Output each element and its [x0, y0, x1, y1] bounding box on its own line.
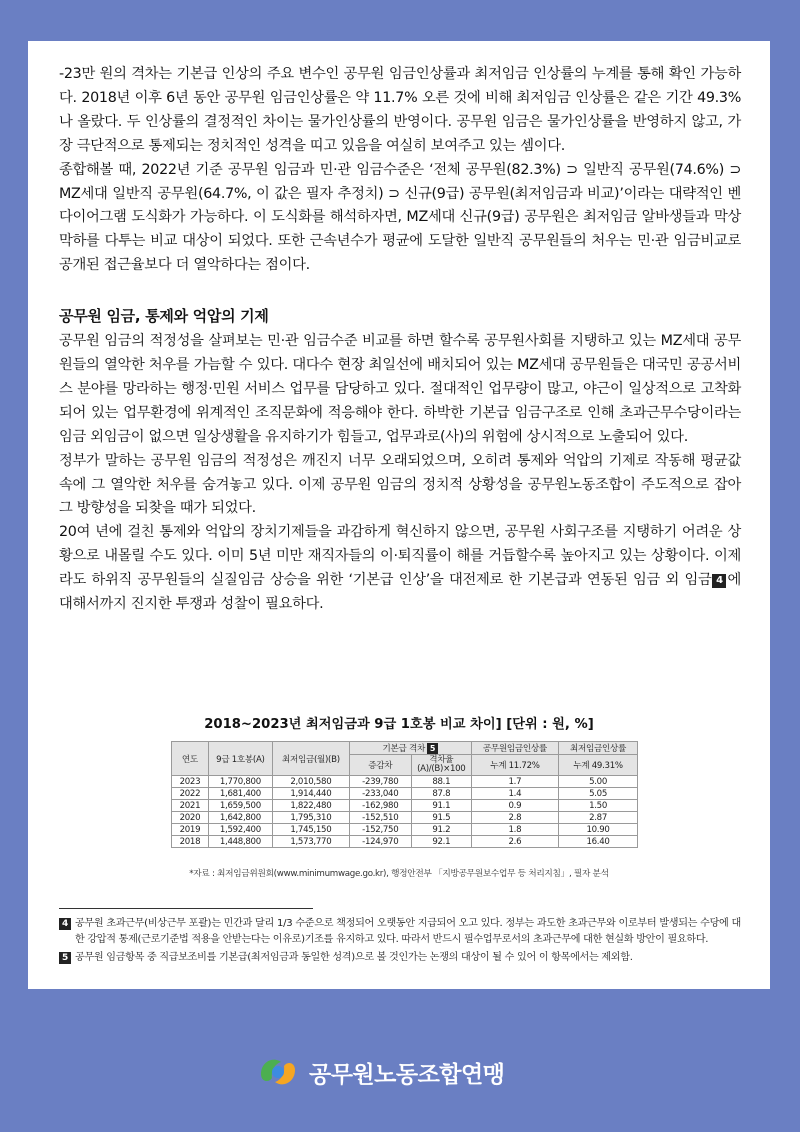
table-cell: 0.9: [471, 800, 558, 812]
table-cell: -124,970: [349, 836, 411, 848]
table-cell: 5.05: [559, 788, 638, 800]
col-header-minwage: 최저임금(월)(B): [272, 742, 349, 776]
table-cell: 2022: [172, 788, 209, 800]
footnote-4: [59, 916, 741, 948]
gap-group-label: 기본급 격차: [382, 744, 425, 754]
brand-footer: [255, 1050, 504, 1094]
table-cell: 91.5: [411, 812, 471, 824]
table-cell: 5.00: [559, 776, 638, 788]
paragraph: [59, 521, 741, 617]
table-body: [172, 776, 638, 848]
table-row: [172, 800, 638, 812]
footnote-5: [59, 950, 741, 966]
table-row: [172, 776, 638, 788]
wage-comparison-table: [171, 741, 638, 848]
footnote-ref-5[interactable]: 5: [427, 743, 438, 754]
table-cell: 1,745,150: [272, 824, 349, 836]
col-header-year: 연도: [172, 742, 209, 776]
table-cell: 2.87: [559, 812, 638, 824]
col-header-min-total: 누계 49.31%: [559, 755, 638, 776]
section-title: 공무원 임금, 통제와 억압의 기제: [59, 307, 269, 326]
paragraph-text: 에 대해서까지 진지한 투쟁과 성찰이 필요하다.: [59, 572, 741, 613]
table-cell: 2,010,580: [272, 776, 349, 788]
table-cell: 1,795,310: [272, 812, 349, 824]
paragraph-text: 20여 년에 걸친 통제와 억압의 장치기제들을 과감하게 혁신하지 않으면, 공무원 사회구조를 지탱하기 어려운 상황으로 내몰릴 수도 있다. 이미 5년 미만 재직자들의 이·퇴직률이 해를 거듭할수록 높아지고 있는 상황이다. 이제라도 하위직 공무원들의 실질임금 상승을 위한 ‘기본급 인상’을 대전제로 한 기본급과 연동된 임금 외 임금: [59, 524, 741, 589]
table-cell: 1,770,800: [208, 776, 272, 788]
col-header-min-rate: 최저임금인상률: [559, 742, 638, 755]
article-body: [59, 63, 741, 617]
table-row: [172, 836, 638, 848]
document-page: [28, 41, 770, 989]
table-cell: -152,510: [349, 812, 411, 824]
footnote-ref-4[interactable]: 4: [712, 574, 726, 588]
footnote-divider: [59, 908, 313, 909]
table-cell: -152,750: [349, 824, 411, 836]
table-cell: 1.50: [559, 800, 638, 812]
col-header-civil-rate: 공무원임금인상률: [471, 742, 558, 755]
table-cell: 2023: [172, 776, 209, 788]
table-cell: 2.8: [471, 812, 558, 824]
table-cell: 91.2: [411, 824, 471, 836]
table-cell: 1.8: [471, 824, 558, 836]
table-title: 2018~2023년 최저임금과 9급 1호봉 비교 차이] [단위 : 원, %]: [204, 717, 594, 732]
table-cell: -233,040: [349, 788, 411, 800]
table-cell: 2020: [172, 812, 209, 824]
brand-name: 공무원노동조합연맹: [309, 1061, 505, 1088]
table-cell: 1.7: [471, 776, 558, 788]
col-header-diff: 증감차: [349, 755, 411, 776]
table-cell: 91.1: [411, 800, 471, 812]
col-header-grade9: 9급 1호봉(A): [208, 742, 272, 776]
table-source: *자료 : 최저임금위원회(www.minimumwage.go.kr), 행정안전부 「지방공무원보수업무 등 처리지침」, 필자 분석: [189, 869, 609, 879]
table-cell: 16.40: [559, 836, 638, 848]
table-cell: 1,592,400: [208, 824, 272, 836]
table-cell: 1,822,480: [272, 800, 349, 812]
union-logo-icon: [255, 1052, 301, 1092]
footnote-number: 5: [59, 952, 71, 964]
table-row: [172, 824, 638, 836]
table-cell: 1,448,800: [208, 836, 272, 848]
table-cell: 1,642,800: [208, 812, 272, 824]
paragraph: 공무원 임금의 적정성을 살펴보는 민·관 임금수준 비교를 하면 할수록 공무원사회를 지탱하고 있는 MZ세대 공무원들의 열악한 처우를 가늠할 수 있다. 대다수 현장 최일선에 배치되어 있는 MZ세대 공무원들은 대국민 공공서비스 분야를 망라하는 행정·민원 서비스 업무를 담당하고 있다. 절대적인 업무량이 많고, 야근이 일상적으로 고착화 되어 있는 업무환경에 위계적인 조직문화에 적응해야 한다. 하박한 기본급 임금구조로 인해 초과근무수당이라는 임금 외임금이 없으면 일상생활을 유지하기가 힘들고, 업무과로(사)의 위험에 상시적으로 노출되어 있다.: [59, 333, 741, 445]
footnote-text: 공무원 초과근무(비상근무 포괄)는 민간과 달리 1/3 수준으로 책정되어 오랫동안 지급되어 오고 있다. 정부는 과도한 초과근무와 이로부터 발생되는 수당에 대한 강압적 통제(근로기준법 적용을 안받는다는 이유로)기조를 유지하고 있다. 따라서 반드시 필수업무로서의 초과근무에 대한 현실화 방안이 필요하다.: [75, 918, 741, 946]
table-cell: 87.8: [411, 788, 471, 800]
table-cell: 1,914,440: [272, 788, 349, 800]
table-cell: 88.1: [411, 776, 471, 788]
paragraph: 종합해볼 때, 2022년 기준 공무원 임금과 민·관 임금수준은 ‘전체 공무원(82.3%) ⊃ 일반직 공무원(74.6%) ⊃ MZ세대 일반직 공무원(64.7%, 이 값은 필자 추정치) ⊃ 신규(9급) 공무원(최저임금과 비교)’이라는 대략적인 벤다이어그램 도식화가 가능하다. 이 도식화를 해석하자면, MZ세대 신규(9급) 공무원은 최저임금 알바생들과 막상막하를 다투는 비교 대상이 되었다. 또한 근속년수가 평균에 도달한 일반직 공무원들의 처우는 민·관 임금비교로 공개된 접근율보다 더 열악하다는 점이다.: [59, 161, 741, 274]
ratio-label: 격차율: [429, 755, 454, 765]
footnote-text: 공무원 임금항목 중 직급보조비를 기본급(최저임금과 동일한 성격)으로 볼 것인가는 논쟁의 대상이 될 수 있어 이 항목에서는 제외함.: [75, 952, 633, 964]
table-cell: 2021: [172, 800, 209, 812]
footnotes: [59, 916, 741, 969]
table-cell: 1,659,500: [208, 800, 272, 812]
table-cell: 2.6: [471, 836, 558, 848]
table-cell: 1,681,400: [208, 788, 272, 800]
footnote-number: 4: [59, 918, 71, 930]
col-header-gap-group: [349, 742, 471, 755]
table-cell: 2018: [172, 836, 209, 848]
table-cell: 1,573,770: [272, 836, 349, 848]
col-header-civil-total: 누계 11.72%: [471, 755, 558, 776]
paragraph: -23만 원의 격차는 기본급 인상의 주요 변수인 공무원 임금인상률과 최저임금 인상률의 누계를 통해 확인 가능하다. 2018년 이후 6년 동안 공무원 임금인상률은 약 11.7% 오른 것에 비해 최저임금 인상률은 같은 기간 49.3%나 올랐다. 두 인상률의 결정적인 차이는 물가인상률의 반영이다. 공무원 임금은 물가인상률을 반영하지 않고, 가장 극단적으로 통제되는 정치적인 성격을 띠고 있음을 여실히 보여주고 있는 셈이다.: [59, 66, 741, 154]
table-cell: 10.90: [559, 824, 638, 836]
table-cell: -162,980: [349, 800, 411, 812]
table-cell: 92.1: [411, 836, 471, 848]
col-header-ratio: [411, 755, 471, 776]
paragraph: 정부가 말하는 공무원 임금의 적정성은 깨진지 너무 오래되었으며, 오히려 통제와 억압의 기제로 작동해 평균값 속에 그 열악한 처우를 숨겨놓고 있다. 이제 공무원 임금의 정치적 상황성을 공무원노동조합이 주도적으로 잡아 그 방향성을 되찾을 때가 되었다.: [59, 452, 741, 517]
ratio-formula: (A)/(B)×100: [417, 764, 466, 774]
table-row: [172, 812, 638, 824]
table-row: [172, 788, 638, 800]
table-cell: 1.4: [471, 788, 558, 800]
table-cell: -239,780: [349, 776, 411, 788]
table-cell: 2019: [172, 824, 209, 836]
